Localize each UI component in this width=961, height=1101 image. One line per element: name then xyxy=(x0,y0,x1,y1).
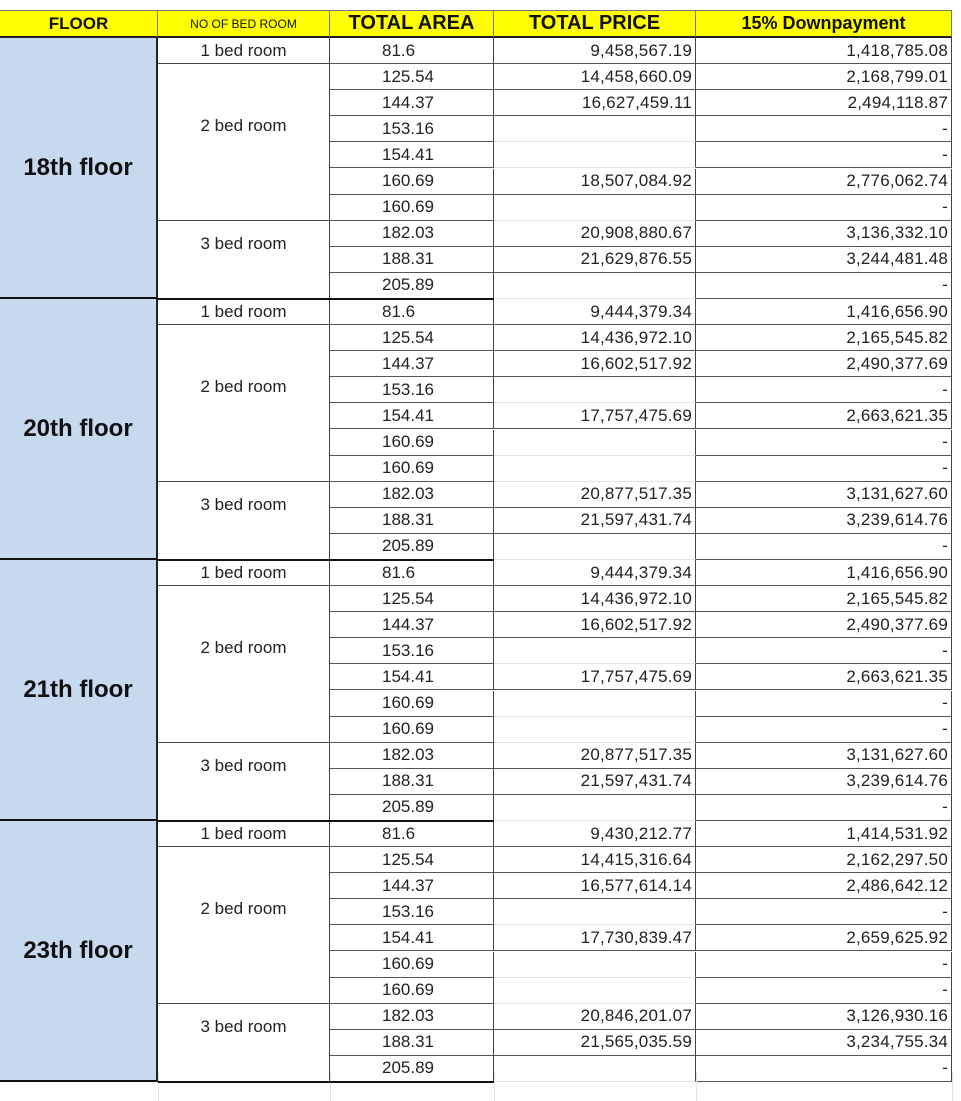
price-cell[interactable] xyxy=(494,430,696,456)
price-cell[interactable]: 16,627,459.11 xyxy=(494,90,696,116)
area-cell[interactable]: 144.37 xyxy=(330,351,494,377)
sheet-gridline xyxy=(158,1072,159,1101)
area-cell[interactable]: 188.31 xyxy=(330,1030,494,1056)
price-cell[interactable]: 20,846,201.07 xyxy=(494,1004,696,1030)
price-cell[interactable] xyxy=(494,978,696,1004)
area-cell[interactable]: 160.69 xyxy=(330,978,494,1004)
downpayment-cell[interactable]: - xyxy=(696,116,952,142)
area-cell[interactable]: 81.6 xyxy=(330,38,494,64)
downpayment-cell[interactable]: 1,416,656.90 xyxy=(696,560,952,586)
bedroom-type-cell[interactable]: 3 bed room xyxy=(158,482,330,560)
price-cell[interactable]: 9,444,379.34 xyxy=(494,299,696,325)
price-cell[interactable] xyxy=(494,795,696,821)
bedroom-type-cell[interactable]: 3 bed room xyxy=(158,1004,330,1082)
price-cell[interactable] xyxy=(494,691,696,717)
price-cell[interactable]: 9,430,212.77 xyxy=(494,821,696,847)
price-cell[interactable]: 18,507,084.92 xyxy=(494,169,696,195)
downpayment-cell[interactable]: - xyxy=(696,534,952,560)
area-cell[interactable]: 125.54 xyxy=(330,64,494,90)
area-cell[interactable]: 125.54 xyxy=(330,325,494,351)
area-cell[interactable]: 160.69 xyxy=(330,717,494,743)
downpayment-cell[interactable]: - xyxy=(696,952,952,978)
floor-label[interactable]: 20th floor xyxy=(0,299,158,560)
area-cell[interactable]: 153.16 xyxy=(330,899,494,925)
header-total-price[interactable]: TOTAL PRICE xyxy=(494,10,696,38)
area-cell[interactable]: 125.54 xyxy=(330,847,494,873)
price-cell[interactable]: 16,602,517.92 xyxy=(494,351,696,377)
downpayment-cell[interactable]: - xyxy=(696,691,952,717)
price-cell[interactable] xyxy=(494,142,696,168)
downpayment-cell[interactable]: - xyxy=(696,142,952,168)
price-cell[interactable]: 20,877,517.35 xyxy=(494,743,696,769)
price-cell[interactable] xyxy=(494,273,696,299)
price-cell[interactable] xyxy=(494,899,696,925)
price-cell[interactable]: 16,602,517.92 xyxy=(494,612,696,638)
area-cell[interactable]: 154.41 xyxy=(330,142,494,168)
area-cell[interactable]: 205.89 xyxy=(330,534,494,560)
downpayment-cell[interactable]: 2,663,621.35 xyxy=(696,664,952,690)
price-cell[interactable]: 17,757,475.69 xyxy=(494,664,696,690)
price-cell[interactable]: 21,629,876.55 xyxy=(494,247,696,273)
downpayment-cell[interactable]: 2,162,297.50 xyxy=(696,847,952,873)
area-cell[interactable]: 160.69 xyxy=(330,456,494,482)
downpayment-cell[interactable]: 3,234,755.34 xyxy=(696,1030,952,1056)
area-cell[interactable]: 188.31 xyxy=(330,769,494,795)
area-cell[interactable]: 160.69 xyxy=(330,952,494,978)
area-cell[interactable]: 154.41 xyxy=(330,403,494,429)
price-cell[interactable]: 21,597,431.74 xyxy=(494,508,696,534)
downpayment-cell[interactable]: 2,486,642.12 xyxy=(696,873,952,899)
sheet-gridline xyxy=(952,1072,953,1101)
bedroom-type-cell[interactable]: 2 bed room xyxy=(158,586,330,743)
downpayment-cell[interactable]: - xyxy=(696,1056,952,1082)
downpayment-cell[interactable]: - xyxy=(696,377,952,403)
header-downpayment[interactable]: 15% Downpayment xyxy=(696,10,952,38)
downpayment-cell[interactable]: - xyxy=(696,195,952,221)
price-cell[interactable] xyxy=(494,377,696,403)
downpayment-cell[interactable]: 2,490,377.69 xyxy=(696,612,952,638)
area-cell[interactable]: 182.03 xyxy=(330,1004,494,1030)
downpayment-cell[interactable]: 1,418,785.08 xyxy=(696,38,952,64)
price-cell[interactable] xyxy=(494,952,696,978)
price-cell[interactable]: 20,908,880.67 xyxy=(494,221,696,247)
price-cell[interactable]: 14,415,316.64 xyxy=(494,847,696,873)
area-cell[interactable]: 160.69 xyxy=(330,195,494,221)
downpayment-cell[interactable]: 2,494,118.87 xyxy=(696,90,952,116)
price-cell[interactable]: 9,444,379.34 xyxy=(494,560,696,586)
downpayment-cell[interactable]: 2,165,545.82 xyxy=(696,325,952,351)
price-cell[interactable]: 14,436,972.10 xyxy=(494,325,696,351)
sheet-gridline xyxy=(494,1072,495,1101)
area-cell[interactable]: 153.16 xyxy=(330,638,494,664)
bedroom-type-cell[interactable]: 1 bed room xyxy=(158,38,330,64)
downpayment-cell[interactable]: 2,168,799.01 xyxy=(696,64,952,90)
price-cell[interactable]: 14,436,972.10 xyxy=(494,586,696,612)
area-cell[interactable]: 144.37 xyxy=(330,873,494,899)
area-cell[interactable]: 160.69 xyxy=(330,169,494,195)
price-cell[interactable]: 17,757,475.69 xyxy=(494,403,696,429)
downpayment-cell[interactable]: - xyxy=(696,273,952,299)
area-cell[interactable]: 154.41 xyxy=(330,925,494,951)
sheet-gridline xyxy=(330,1072,331,1101)
bedroom-type-cell[interactable]: 2 bed room xyxy=(158,847,330,1004)
area-cell[interactable]: 182.03 xyxy=(330,743,494,769)
price-cell[interactable] xyxy=(494,456,696,482)
area-cell[interactable]: 81.6 xyxy=(330,299,494,325)
downpayment-cell[interactable]: - xyxy=(696,430,952,456)
price-cell[interactable]: 21,565,035.59 xyxy=(494,1030,696,1056)
downpayment-cell[interactable]: 2,776,062.74 xyxy=(696,169,952,195)
area-cell[interactable]: 154.41 xyxy=(330,664,494,690)
downpayment-cell[interactable]: 3,239,614.76 xyxy=(696,769,952,795)
downpayment-cell[interactable]: 3,136,332.10 xyxy=(696,221,952,247)
downpayment-cell[interactable]: 3,131,627.60 xyxy=(696,482,952,508)
header-floor[interactable]: FLOOR xyxy=(0,10,158,38)
downpayment-cell[interactable]: 2,490,377.69 xyxy=(696,351,952,377)
header-total-area[interactable]: TOTAL AREA xyxy=(330,10,494,38)
area-cell[interactable]: 153.16 xyxy=(330,377,494,403)
price-cell[interactable] xyxy=(494,195,696,221)
bedroom-type-cell[interactable]: 1 bed room xyxy=(158,821,330,847)
price-cell[interactable]: 14,458,660.09 xyxy=(494,64,696,90)
downpayment-cell[interactable]: 3,131,627.60 xyxy=(696,743,952,769)
price-cell[interactable]: 16,577,614.14 xyxy=(494,873,696,899)
floor-separator xyxy=(158,820,494,822)
area-cell[interactable]: 205.89 xyxy=(330,273,494,299)
downpayment-cell[interactable]: 1,414,531.92 xyxy=(696,821,952,847)
area-cell[interactable]: 160.69 xyxy=(330,430,494,456)
downpayment-cell[interactable]: - xyxy=(696,456,952,482)
sheet-gridline xyxy=(696,1072,697,1101)
area-cell[interactable]: 81.6 xyxy=(330,821,494,847)
bedroom-type-cell[interactable]: 3 bed room xyxy=(158,221,330,299)
area-cell[interactable]: 205.89 xyxy=(330,1056,494,1082)
area-cell[interactable]: 125.54 xyxy=(330,586,494,612)
downpayment-cell[interactable]: 1,416,656.90 xyxy=(696,299,952,325)
floor-label[interactable]: 21th floor xyxy=(0,560,158,821)
floor-label[interactable]: 23th floor xyxy=(0,821,158,1082)
bedroom-type-cell[interactable]: 1 bed room xyxy=(158,560,330,586)
price-cell[interactable] xyxy=(494,1056,696,1082)
area-cell[interactable]: 144.37 xyxy=(330,612,494,638)
area-cell[interactable]: 188.31 xyxy=(330,508,494,534)
area-cell[interactable]: 182.03 xyxy=(330,482,494,508)
price-cell[interactable]: 17,730,839.47 xyxy=(494,925,696,951)
bedroom-type-cell[interactable]: 3 bed room xyxy=(158,743,330,821)
downpayment-cell[interactable]: 3,126,930.16 xyxy=(696,1004,952,1030)
downpayment-cell[interactable]: - xyxy=(696,638,952,664)
downpayment-cell[interactable]: 3,244,481.48 xyxy=(696,247,952,273)
floor-separator xyxy=(158,1081,494,1083)
downpayment-cell[interactable]: 3,239,614.76 xyxy=(696,508,952,534)
floor-separator xyxy=(158,298,494,300)
price-cell[interactable] xyxy=(494,534,696,560)
price-cell[interactable]: 20,877,517.35 xyxy=(494,482,696,508)
price-cell[interactable] xyxy=(494,717,696,743)
bedroom-type-cell[interactable]: 2 bed room xyxy=(158,64,330,221)
area-cell[interactable]: 182.03 xyxy=(330,221,494,247)
area-cell[interactable]: 144.37 xyxy=(330,90,494,116)
header-bedrooms[interactable]: NO OF BED ROOM xyxy=(158,10,330,38)
price-cell[interactable]: 9,458,567.19 xyxy=(494,38,696,64)
downpayment-cell[interactable]: 2,659,625.92 xyxy=(696,925,952,951)
area-cell[interactable]: 205.89 xyxy=(330,795,494,821)
price-cell[interactable] xyxy=(494,116,696,142)
area-cell[interactable]: 153.16 xyxy=(330,116,494,142)
downpayment-cell[interactable]: - xyxy=(696,795,952,821)
bedroom-type-cell[interactable]: 2 bed room xyxy=(158,325,330,482)
price-cell[interactable] xyxy=(494,638,696,664)
floor-separator xyxy=(158,559,494,561)
area-cell[interactable]: 81.6 xyxy=(330,560,494,586)
downpayment-cell[interactable]: - xyxy=(696,899,952,925)
floor-label[interactable]: 18th floor xyxy=(0,38,158,299)
price-cell[interactable]: 21,597,431.74 xyxy=(494,769,696,795)
downpayment-cell[interactable]: - xyxy=(696,717,952,743)
area-cell[interactable]: 188.31 xyxy=(330,247,494,273)
price-table xyxy=(0,10,961,1082)
downpayment-cell[interactable]: - xyxy=(696,978,952,1004)
downpayment-cell[interactable]: 2,663,621.35 xyxy=(696,403,952,429)
bedroom-type-cell[interactable]: 1 bed room xyxy=(158,299,330,325)
area-cell[interactable]: 160.69 xyxy=(330,691,494,717)
downpayment-cell[interactable]: 2,165,545.82 xyxy=(696,586,952,612)
